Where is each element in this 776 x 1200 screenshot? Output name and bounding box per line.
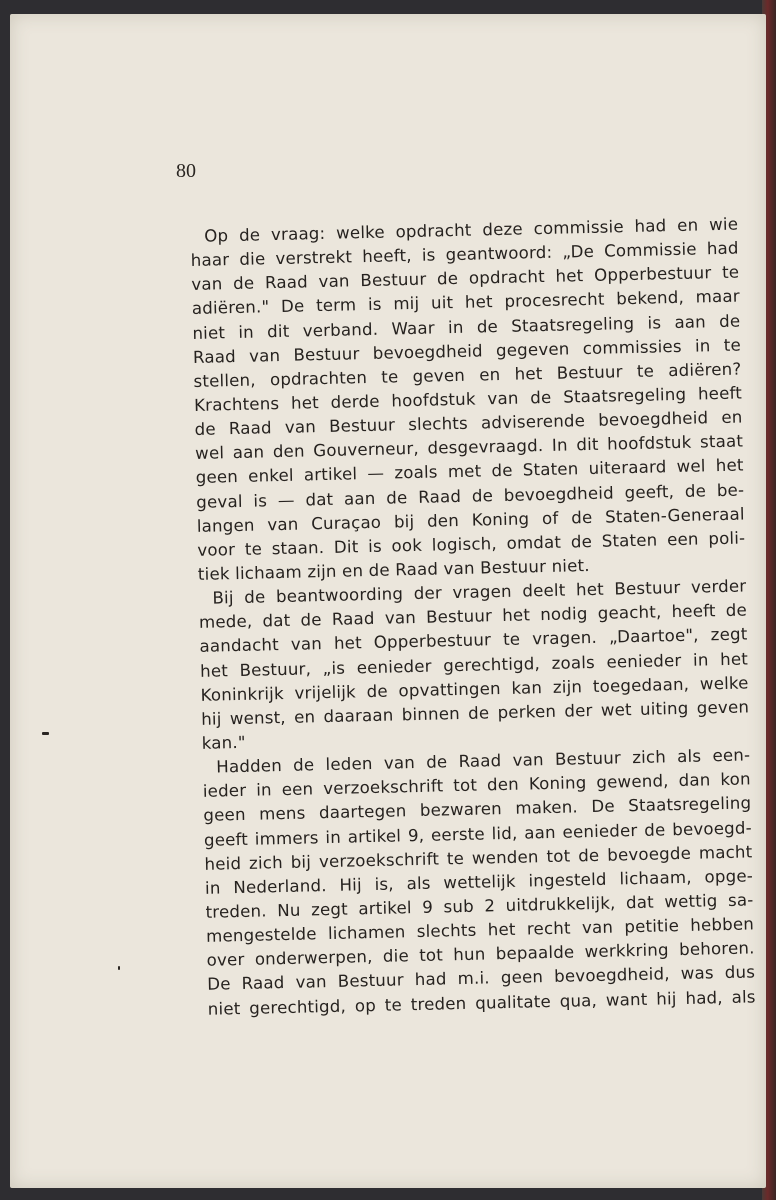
text-line: van de Raad van Bestuur de opdracht het Opperbestuur te — [191, 262, 740, 295]
text-line: ieder in een verzoekschrift tot den Koning gewend, dan kon — [202, 769, 751, 802]
text-line: treden. Nu zegt artikel 9 sub 2 uitdrukkelijk, dat wettig sa- — [205, 890, 754, 922]
text-line: het Bestuur, „is eenieder gerechtigd, zoals eenieder in het — [199, 648, 749, 681]
text-line: geeft immers in artikel 9, eerste lid, aan eenieder de bevoegd- — [203, 817, 753, 850]
text-line: geval is — dat aan de Raad de bevoegdheid geeft, de be- — [196, 480, 745, 512]
margin-mark — [118, 966, 120, 970]
text-line: mede, dat de Raad van Bestuur het nodig geacht, heeft de — [198, 600, 748, 633]
text-line: heid zich bij verzoekschrift te wenden tot de bevoegde macht — [204, 842, 753, 874]
text-line: Hadden de leden van de Raad van Bestuur zich als een- — [216, 745, 751, 777]
body-text — [190, 213, 756, 1022]
text-line: De Raad van Bestuur had m.i. geen bevoegdheid, was dus — [207, 962, 756, 995]
text-line: Op de vraag: welke opdracht deze commissie had en wie — [204, 214, 739, 246]
text-line: adiëren." De term is mij uit het procesrecht bekend, maar — [191, 286, 740, 319]
text-line: aandacht van het Opperbestuur te vragen. „Daartoe", zegt — [199, 624, 748, 657]
text-line: Raad van Bestuur bevoegdheid gegeven commissies in te — [192, 335, 742, 367]
text-line: de Raad van Bestuur slechts adviserende bevoegdheid en — [194, 407, 743, 440]
text-line: stellen, opdrachten te geven en het Bestuur te adiëren? — [193, 359, 742, 391]
text-line: langen van Curaçao bij den Koning of de Staten-Generaal — [196, 504, 745, 536]
text-line: geen enkel artikel — zoals met de Staten uiteraard wel het — [195, 455, 744, 488]
text-line: haar die verstrekt heeft, is geantwoord: „De Commissie had — [190, 238, 739, 271]
text-line: hij wenst, en daaraan binnen de perken der wet uiting geven — [200, 697, 750, 729]
text-line: kan." — [201, 732, 246, 753]
text-line: mengestelde lichamen slechts het recht van petitie hebben — [205, 914, 755, 946]
text-line: wel aan den Gouverneur, desgevraagd. In dit hoofdstuk staat — [194, 431, 744, 464]
text-line: Krachtens het derde hoofdstuk van de Staatsregeling heeft — [193, 383, 743, 415]
text-line: tiek lichaam zijn en de Raad van Bestuur niet. — [197, 555, 590, 584]
text-line: Bij de beantwoording der vragen deelt het Bestuur verder — [212, 576, 747, 608]
text-line: Koninkrijk vrijelijk de opvattingen kan zijn toegedaan, welke — [200, 673, 749, 705]
text-line: niet gerechtigd, op te treden qualitate qua, want hij had, als — [207, 986, 756, 1019]
margin-mark — [42, 732, 49, 735]
text-line: in Nederland. Hij is, als wettelijk ingesteld lichaam, opge- — [204, 866, 754, 898]
page-number: 80 — [176, 160, 196, 182]
text-line: over onderwerpen, die tot hun bepaalde werkkring behoren. — [206, 938, 755, 971]
text-line: niet in dit verband. Waar in de Staatsregeling is aan de — [192, 311, 741, 343]
text-line: geen mens daartegen bezwaren maken. De Staatsregeling — [203, 793, 752, 826]
text-line: voor te staan. Dit is ook logisch, omdat de Staten een poli- — [197, 528, 746, 560]
